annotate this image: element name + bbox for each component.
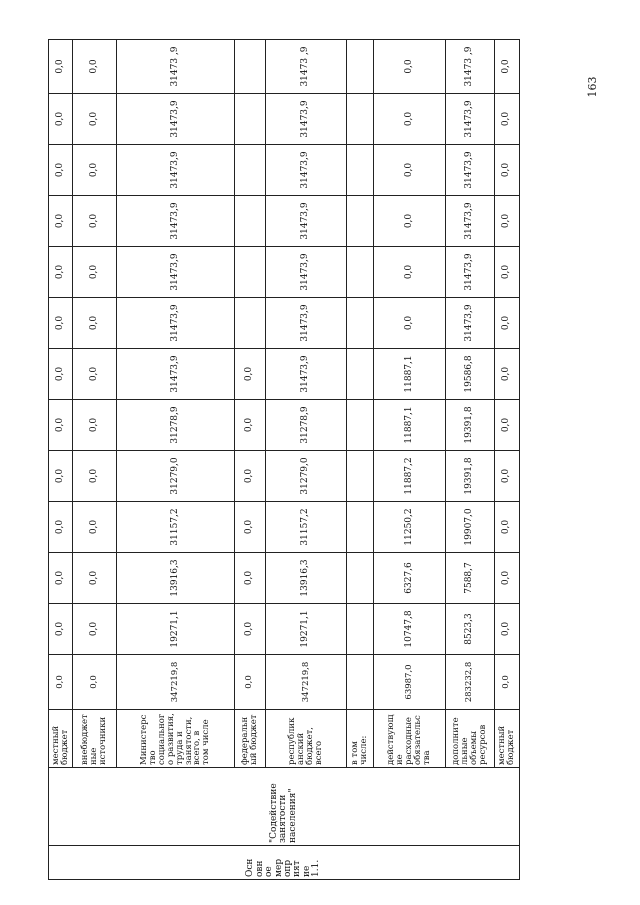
value-cell xyxy=(347,298,373,349)
value-cell: 0,0 xyxy=(49,145,73,196)
value-cell: 19391,8 xyxy=(446,400,494,451)
value-cell: 0,0 xyxy=(49,655,73,710)
value-cell: 31473,9 xyxy=(117,94,235,145)
table-row xyxy=(265,40,346,880)
value-cell: 0,0 xyxy=(494,40,519,94)
value-cell: 0,0 xyxy=(373,145,446,196)
value-cell: 0,0 xyxy=(373,40,446,94)
value-cell: 31473,9 xyxy=(265,349,346,400)
value-cell: 0,0 xyxy=(494,196,519,247)
value-cell: 0,0 xyxy=(494,298,519,349)
table-row xyxy=(446,40,494,880)
value-cell xyxy=(347,553,373,604)
value-cell: 0,0 xyxy=(49,400,73,451)
value-cell: 0,0 xyxy=(73,655,117,710)
value-cell: 0,0 xyxy=(494,349,519,400)
value-cell: 0,0 xyxy=(73,451,117,502)
value-cell xyxy=(234,298,265,349)
value-cell: 7588,7 xyxy=(446,553,494,604)
value-cell: 31473,9 xyxy=(265,94,346,145)
value-cell: 0,0 xyxy=(73,604,117,655)
rotated-table-wrapper xyxy=(48,45,520,880)
row-label: Министерс тво социальног о развития, труда и занятости, всего, в том числе xyxy=(117,710,235,768)
value-cell: 8523,3 xyxy=(446,604,494,655)
value-cell: 31473,9 xyxy=(446,298,494,349)
value-cell: 0,0 xyxy=(49,553,73,604)
value-cell: 347219,8 xyxy=(265,655,346,710)
value-cell: 13916,3 xyxy=(265,553,346,604)
value-cell: 0,0 xyxy=(234,655,265,710)
value-cell: 0,0 xyxy=(73,553,117,604)
value-cell: 19391,8 xyxy=(446,451,494,502)
row-label: внебюджет ные источники xyxy=(73,710,117,768)
value-cell: 347219,8 xyxy=(117,655,235,710)
measure-code: Осн овн ое мер опр ият ие 1.1. xyxy=(245,858,322,877)
value-cell: 31278,9 xyxy=(265,400,346,451)
measure-name-cell xyxy=(49,768,520,846)
value-cell: 31473,9 xyxy=(446,145,494,196)
value-cell xyxy=(234,145,265,196)
value-cell: 31157,2 xyxy=(265,502,346,553)
value-cell: 0,0 xyxy=(49,502,73,553)
value-cell: 0,0 xyxy=(73,40,117,94)
value-cell: 0,0 xyxy=(73,400,117,451)
row-label: действующ ие расходные обязательс тва xyxy=(373,710,446,768)
value-cell: 0,0 xyxy=(49,298,73,349)
value-cell: 31157,2 xyxy=(117,502,235,553)
value-cell xyxy=(347,196,373,247)
value-cell: 10747,8 xyxy=(373,604,446,655)
value-cell: 0,0 xyxy=(373,94,446,145)
value-cell: 31473,9 xyxy=(117,247,235,298)
value-cell: 0,0 xyxy=(73,247,117,298)
finance-table xyxy=(48,39,520,880)
value-cell: 0,0 xyxy=(494,145,519,196)
value-cell: 0,0 xyxy=(234,400,265,451)
value-cell xyxy=(234,94,265,145)
table-row xyxy=(494,40,519,880)
value-cell xyxy=(234,196,265,247)
value-cell: 0,0 xyxy=(234,451,265,502)
value-cell xyxy=(347,94,373,145)
value-cell: 11887,2 xyxy=(373,451,446,502)
row-label: федеральн ый бюджет xyxy=(234,710,265,768)
value-cell xyxy=(234,40,265,94)
value-cell: 0,0 xyxy=(234,349,265,400)
value-cell: 0,0 xyxy=(49,196,73,247)
value-cell: 0,0 xyxy=(49,349,73,400)
value-cell: 0,0 xyxy=(494,400,519,451)
value-cell: 19586,8 xyxy=(446,349,494,400)
value-cell: 31473,9 xyxy=(265,247,346,298)
value-cell: 19271,1 xyxy=(265,604,346,655)
page-number: 163 xyxy=(586,76,599,98)
table-row xyxy=(234,40,265,880)
value-cell: 31473 ,9 xyxy=(117,40,235,94)
value-cell: 0,0 xyxy=(373,247,446,298)
value-cell: 0,0 xyxy=(49,451,73,502)
value-cell: 31473,9 xyxy=(117,298,235,349)
value-cell: 31473,9 xyxy=(446,94,494,145)
value-cell: 31473 ,9 xyxy=(446,40,494,94)
table-row xyxy=(373,40,446,880)
table-row xyxy=(117,40,235,880)
value-cell: 0,0 xyxy=(49,94,73,145)
table-row xyxy=(73,40,117,880)
value-cell: 0,0 xyxy=(494,553,519,604)
value-cell: 0,0 xyxy=(494,655,519,710)
value-cell: 31473,9 xyxy=(117,145,235,196)
value-cell: 283232,8 xyxy=(446,655,494,710)
value-cell xyxy=(347,247,373,298)
value-cell: 31473 ,9 xyxy=(265,40,346,94)
value-cell: 6327,6 xyxy=(373,553,446,604)
value-cell xyxy=(347,655,373,710)
value-cell: 0,0 xyxy=(73,502,117,553)
value-cell: 0,0 xyxy=(234,604,265,655)
row-label: в том числе: xyxy=(347,710,373,768)
value-cell: 31279,0 xyxy=(265,451,346,502)
value-cell: 11250,2 xyxy=(373,502,446,553)
row-label: местный бюджет xyxy=(494,710,519,768)
value-cell: 31279,0 xyxy=(117,451,235,502)
value-cell: 0,0 xyxy=(73,196,117,247)
table-row xyxy=(347,40,373,880)
value-cell: 31278,9 xyxy=(117,400,235,451)
value-cell: 31473,9 xyxy=(265,298,346,349)
table-body xyxy=(49,40,520,880)
value-cell: 0,0 xyxy=(49,40,73,94)
value-cell: 31473,9 xyxy=(265,196,346,247)
value-cell: 0,0 xyxy=(494,604,519,655)
measure-code-cell xyxy=(49,846,520,880)
value-cell: 31473,9 xyxy=(446,247,494,298)
value-cell: 31473,9 xyxy=(446,196,494,247)
value-cell: 0,0 xyxy=(373,196,446,247)
value-cell xyxy=(347,400,373,451)
value-cell xyxy=(347,349,373,400)
value-cell: 0,0 xyxy=(494,502,519,553)
value-cell: 0,0 xyxy=(49,247,73,298)
value-cell: 11887,1 xyxy=(373,349,446,400)
value-cell: 0,0 xyxy=(73,94,117,145)
value-cell: 0,0 xyxy=(73,298,117,349)
value-cell xyxy=(234,247,265,298)
value-cell: 0,0 xyxy=(234,502,265,553)
value-cell xyxy=(347,604,373,655)
table-row xyxy=(49,40,73,880)
value-cell xyxy=(347,451,373,502)
row-label: дополните льные объемы ресурсов xyxy=(446,710,494,768)
value-cell: 0,0 xyxy=(234,553,265,604)
value-cell: 19907,0 xyxy=(446,502,494,553)
value-cell: 0,0 xyxy=(73,145,117,196)
value-cell: 31473,9 xyxy=(117,349,235,400)
value-cell xyxy=(347,40,373,94)
value-cell: 31473,9 xyxy=(265,145,346,196)
value-cell: 11887,1 xyxy=(373,400,446,451)
value-cell xyxy=(347,145,373,196)
value-cell: 13916,3 xyxy=(117,553,235,604)
value-cell: 19271,1 xyxy=(117,604,235,655)
value-cell: 0,0 xyxy=(494,247,519,298)
measure-name: "Содействие занятости населения" xyxy=(268,783,298,843)
value-cell: 0,0 xyxy=(494,94,519,145)
row-label: местный бюджет xyxy=(49,710,73,768)
row-label: республик анский бюджет, всего xyxy=(265,710,346,768)
value-cell: 0,0 xyxy=(73,349,117,400)
value-cell: 0,0 xyxy=(373,298,446,349)
value-cell: 0,0 xyxy=(494,451,519,502)
value-cell: 63987,0 xyxy=(373,655,446,710)
value-cell xyxy=(347,502,373,553)
value-cell: 0,0 xyxy=(49,604,73,655)
value-cell: 31473,9 xyxy=(117,196,235,247)
